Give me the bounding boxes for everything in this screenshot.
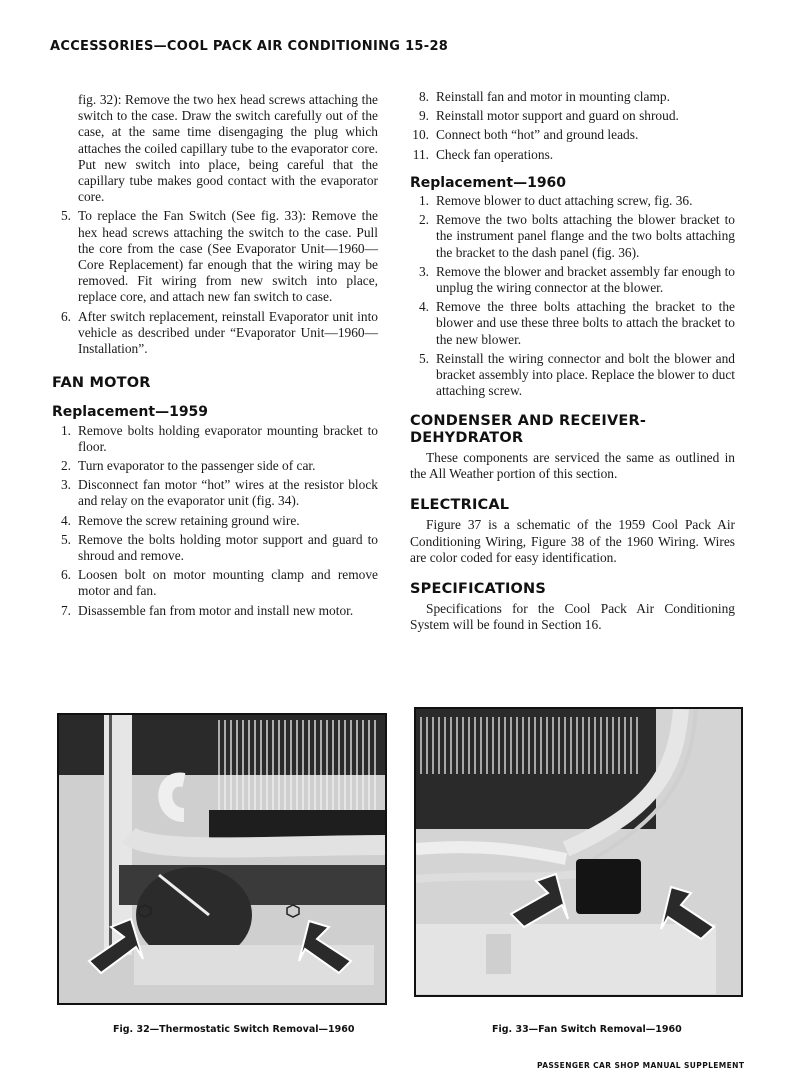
thermostatic-switch-photo: [59, 715, 385, 1003]
list-item: 5. To replace the Fan Switch (See fig. 33): Remove the hex head screws attaching the switch to the case. Pull the core from the case (See Evaporator Unit—1960—Core Replacement) far enough that the wiring may be removed. Fit wiring from new switch into place, replace core, and attach new fan switch to case.: [60, 208, 378, 305]
continued-steps-list: [52, 208, 378, 357]
fan-switch-photo: [416, 709, 741, 995]
condenser-paragraph: These components are serviced the same as outlined in the All Weather portion of this section.: [410, 449, 735, 482]
list-item: 4. Remove the screw retaining ground wire.: [60, 512, 300, 528]
list-item: 5. Reinstall the wiring connector and bolt the blower and bracket assembly into place. Replace the blower to duct attaching screw.: [418, 350, 735, 399]
electrical-paragraph: Figure 37 is a schematic of the 1959 Cool Pack Air Conditioning Wiring, Figure 38 of the 1960 Wiring. Wires are color coded for easy identification.: [410, 517, 735, 565]
right-column: [410, 89, 735, 634]
fan-motor-heading: FAN MOTOR: [52, 375, 151, 392]
replacement-1960-heading: Replacement—1960: [410, 174, 567, 191]
figure-33-caption: Fig. 33—Fan Switch Removal—1960: [492, 1024, 682, 1035]
list-item: 7. Disassemble fan from motor and install new motor.: [60, 602, 354, 618]
list-item: 2. Remove the two bolts attaching the blower bracket to the instrument panel flange and the two bolts attaching the bracket to the dash panel (fig. 36).: [418, 212, 735, 260]
replacement-1959-steps: [52, 423, 378, 619]
list-item: 5. Remove the bolts holding motor support and guard to shroud and remove.: [60, 531, 378, 564]
list-item: 3. Disconnect fan motor “hot” wires at the resistor block and relay on the evaporator unit (fig. 34).: [60, 477, 378, 509]
list-item: 1. Remove bolts holding evaporator mounting bracket to floor.: [60, 422, 378, 454]
list-item: 6. Loosen bolt on motor mounting clamp and remove motor and fan.: [60, 567, 378, 599]
electrical-heading: ELECTRICAL: [410, 497, 510, 514]
replacement-1960-steps: [410, 193, 735, 399]
specifications-heading: SPECIFICATIONS: [410, 581, 547, 598]
list-item: 10. Connect both “hot” and ground leads.: [412, 127, 639, 143]
figure-32-caption: Fig. 32—Thermostatic Switch Removal—1960: [113, 1024, 355, 1035]
replacement-1959-heading: Replacement—1959: [52, 404, 209, 421]
list-item: 3. Remove the blower and bracket assembly far enough to unplug the wiring connector at the blower.: [418, 263, 735, 296]
replacement-1959-steps-continued: [410, 89, 735, 163]
list-item: 8. Reinstall fan and motor in mounting clamp.: [418, 89, 670, 104]
list-item: 9. Reinstall motor support and guard on shroud.: [418, 108, 679, 124]
list-item: 11. Check fan operations.: [412, 146, 554, 162]
list-item: 1. Remove blower to duct attaching screw, fig. 36.: [418, 193, 693, 209]
page-footer: PASSENGER CAR SHOP MANUAL SUPPLEMENT: [537, 1061, 745, 1070]
list-item: 2. Turn evaporator to the passenger side of car.: [60, 458, 316, 474]
figure-33-photo: [414, 707, 743, 997]
continuation-paragraph: fig. 32): Remove the two hex head screws attaching the switch to the case. Draw the switch carefully out of the case, at the same time disengaging the plug which attaches the coiled capillary tube to the evaporator core. Put new switch into place, being careful that the capillary tube makes good contact with the evaporator core.: [78, 92, 378, 205]
left-column: [52, 92, 378, 622]
condenser-heading: CONDENSER AND RECEIVER-DEHYDRATOR: [410, 413, 647, 446]
page-header: ACCESSORIES—COOL PACK AIR CONDITIONING 15-28: [50, 39, 449, 54]
figure-32-photo: [57, 713, 387, 1005]
list-item: 4. Remove the three bolts attaching the bracket to the blower and use these three bolts to attach the bracket to the new blower.: [418, 299, 735, 347]
list-item: 6. After switch replacement, reinstall Evaporator unit into vehicle as described under “Evaporator Unit—1960—Installation”.: [60, 308, 378, 357]
specifications-paragraph: Specifications for the Cool Pack Air Conditioning System will be found in Section 16.: [410, 601, 735, 633]
